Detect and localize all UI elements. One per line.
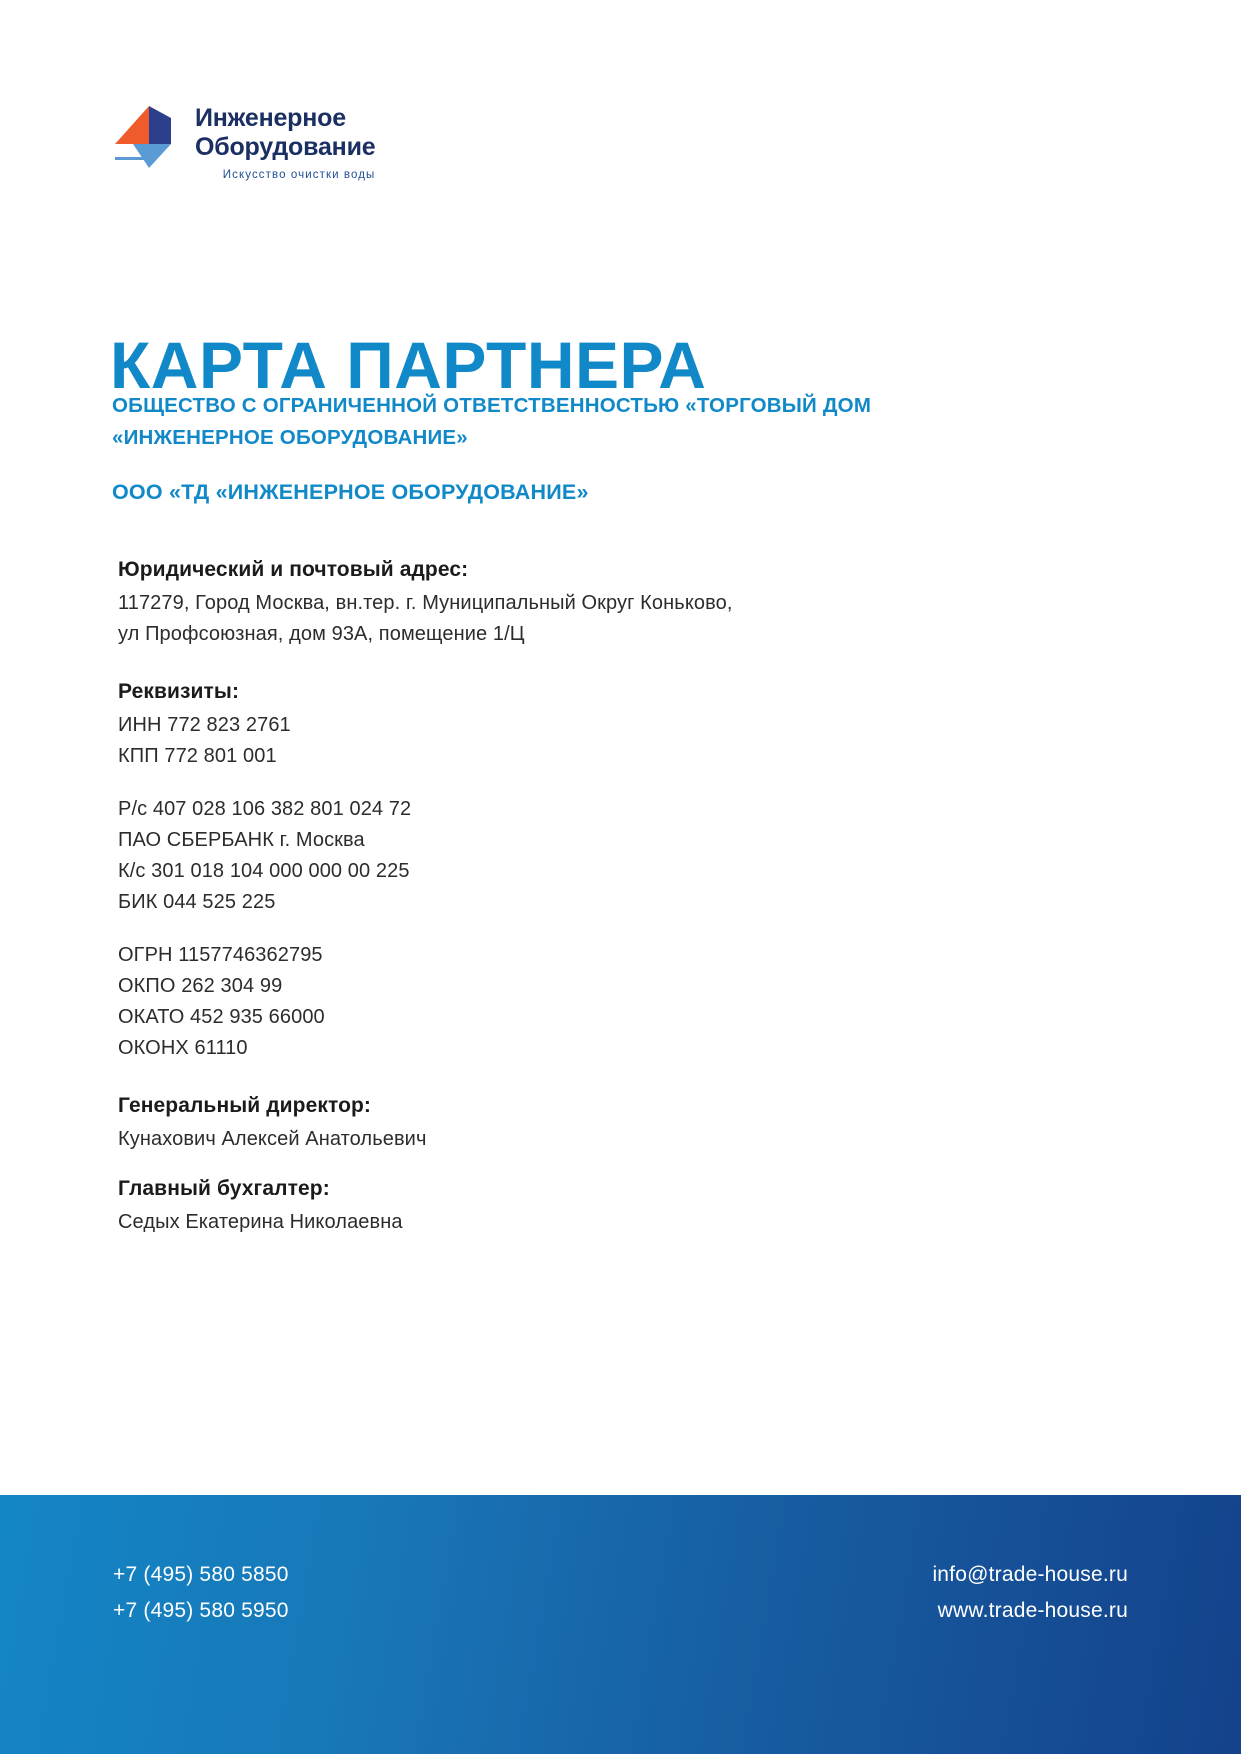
address-heading: Юридический и почтовый адрес: <box>118 558 469 581</box>
logo-wordmark <box>195 100 375 181</box>
footer-contacts-phones <box>113 1557 289 1628</box>
accountant-section <box>118 1177 1058 1238</box>
footer-email[interactable]: info@trade-house.ru <box>932 1563 1128 1586</box>
bik-value: БИК 044 525 225 <box>118 891 276 913</box>
director-section <box>118 1094 1058 1155</box>
company-logo <box>113 100 375 181</box>
director-heading: Генеральный директор: <box>118 1094 372 1117</box>
accountant-heading: Главный бухгалтер: <box>118 1177 330 1200</box>
bank-name-value: ПАО СБЕРБАНК г. Москва <box>118 829 365 851</box>
accountant-name: Седых Екатерина Николаевна <box>118 1211 403 1233</box>
logo-line-2: Оборудование <box>195 133 376 161</box>
requisites-heading: Реквизиты: <box>118 680 240 703</box>
company-short-name: ООО «ТД «ИНЖЕНЕРНОЕ ОБОРУДОВАНИЕ» <box>112 480 589 504</box>
kpp-value: КПП 772 801 001 <box>118 745 277 767</box>
settlement-account-value: Р/с 407 028 106 382 801 024 72 <box>118 798 412 820</box>
logo-line-1: Инженерное <box>195 104 346 132</box>
okpo-value: ОКПО 262 304 99 <box>118 975 283 997</box>
logo-mark-icon <box>113 100 185 170</box>
footer-website[interactable]: www.trade-house.ru <box>937 1598 1128 1622</box>
address-line-2: ул Профсоюзная, дом 93А, помещение 1/Ц <box>118 623 525 645</box>
logo-tagline: Искусство очистки воды <box>222 169 376 181</box>
address-section <box>118 558 1058 650</box>
requisites-section <box>118 680 1058 1064</box>
page-title: КАРТА ПАРТНЕРА <box>110 328 707 403</box>
okonh-value: ОКОНХ 61110 <box>118 1037 248 1059</box>
correspondent-account-value: К/с 301 018 104 000 000 00 225 <box>118 860 410 882</box>
inn-value: ИНН 772 823 2761 <box>118 714 291 736</box>
footer-phone-2[interactable]: +7 (495) 580 5950 <box>113 1598 289 1622</box>
footer-contacts-web <box>932 1557 1128 1628</box>
address-line-1: 117279, Город Москва, вн.тер. г. Муниципальный Округ Коньково, <box>118 592 733 614</box>
footer-phone-1[interactable]: +7 (495) 580 5850 <box>113 1563 289 1586</box>
director-name: Кунахович Алексей Анатольевич <box>118 1128 427 1150</box>
details-body <box>118 558 1058 1238</box>
page-footer <box>0 1495 1241 1754</box>
okato-value: ОКАТО 452 935 66000 <box>118 1006 325 1028</box>
company-full-name: ОБЩЕСТВО С ОГРАНИЧЕННОЙ ОТВЕТСТВЕННОСТЬЮ «ТОРГОВЫЙ ДОМ «ИНЖЕНЕРНОЕ ОБОРУДОВАНИЕ» <box>112 394 872 449</box>
ogrn-value: ОГРН 1157746362795 <box>118 944 323 966</box>
